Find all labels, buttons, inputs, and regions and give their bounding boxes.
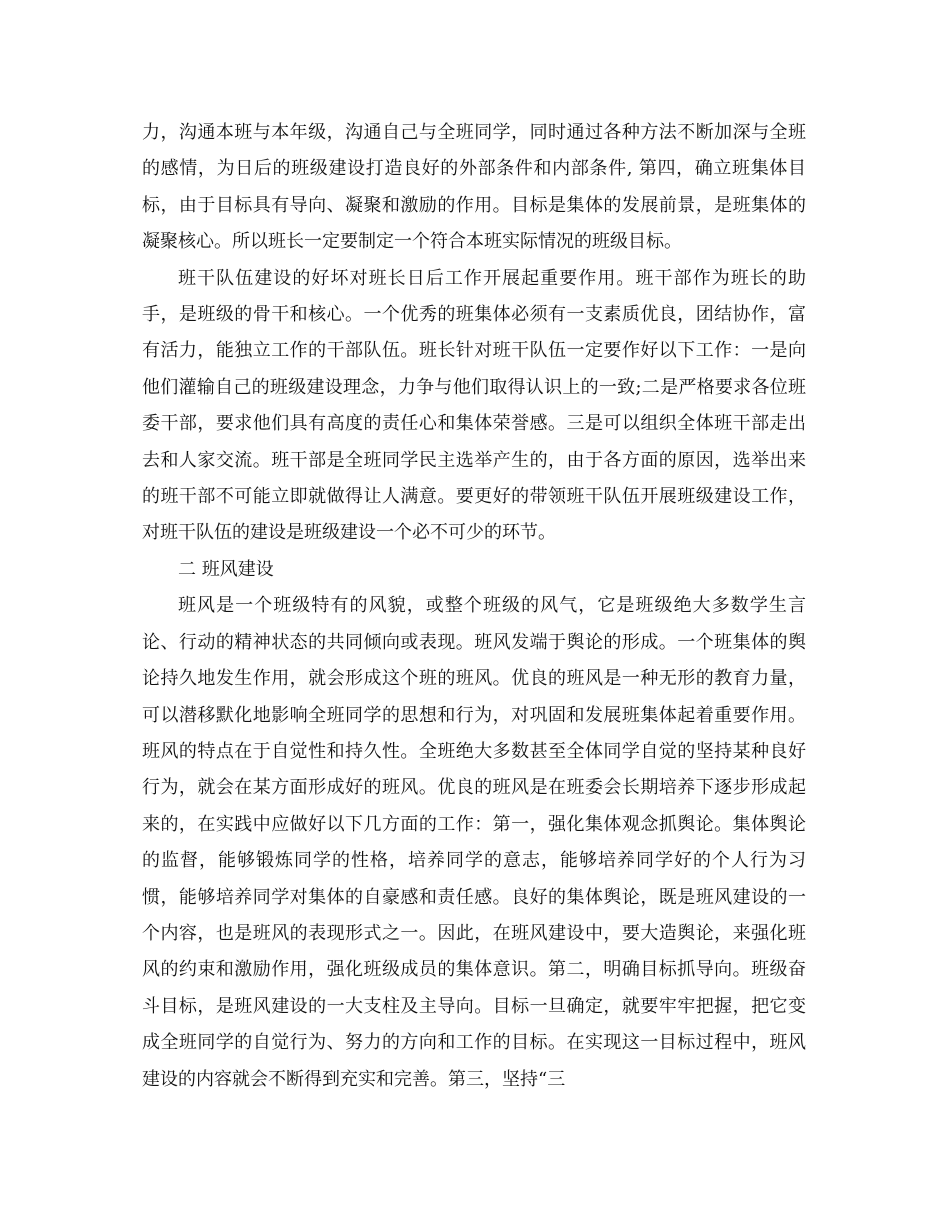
paragraph-continuation: 力，沟通本班与本年级，沟通自己与全班同学，同时通过各种方法不断加深与全班的感情，为日后的班级建设打造良好的外部条件和内部条件, 第四，确立班集体目标，由于目标具有导向、凝聚和激励的作用。目标是集体的发展前景，是班集体的凝聚核心。所以班长一定要制定一个符合本班实际情况的班级目标。 — [142, 122, 806, 253]
document-page — [142, 115, 806, 1098]
paragraph-class-cadre: 班干队伍建设的好坏对班长日后工作开展起重要作用。班干部作为班长的助手，是班级的骨干和核心。一个优秀的班集体必须有一支素质优良，团结协作，富有活力，能独立工作的干部队伍。班长针对班干队伍一定要作好以下工作：一是向他们灌输自己的班级建设理念，力争与他们取得认识上的一致;二是严格要求各位班委干部，要求他们具有高度的责任心和集体荣誉感。三是可以组织全体班干部走出去和人家交流。班干部是全班同学民主选举产生的，由于各方面的原因，选举出来的班干部不可能立即就做得让人满意。要更好的带领班干队伍开展班级建设工作，对班干队伍的建设是班级建设一个必不可少的环节。 — [142, 267, 806, 544]
paragraph-class-style: 班风是一个班级特有的风貌，或整个班级的风气，它是班级绝大多数学生言论、行动的精神状态的共同倾向或表现。班风发端于舆论的形成。一个班集体的舆论持久地发生作用，就会形成这个班的班风。优良的班风是一种无形的教育力量，可以潜移默化地影响全班同学的思想和行为，对巩固和发展班集体起着重要作用。班风的特点在于自觉性和持久性。全班绝大多数甚至全体同学自觉的坚持某种良好行为，就会在某方面形成好的班风。优良的班风是在班委会长期培养下逐步形成起来的，在实践中应做好以下几方面的工作：第一，强化集体观念抓舆论。集体舆论的监督，能够锻炼同学的性格，培养同学的意志，能够培养同学好的个人行为习惯，能够培养同学对集体的自豪感和责任感。良好的集体舆论，既是班风建设的一个内容，也是班风的表现形式之一。因此，在班风建设中，要大造舆论，来强化班风的约束和激励作用，强化班级成员的集体意识。第二，明确目标抓导向。班级奋斗目标，是班风建设的一大支柱及主导向。目标一旦确定，就要牢牢把握，把它变成全班同学的自觉行为、努力的方向和工作的目标。在实现这一目标过程中，班风建设的内容就会不断得到充实和完善。第三，坚持“三 — [142, 595, 806, 1090]
section-heading-class-style: 二 班风建设 — [178, 558, 274, 580]
